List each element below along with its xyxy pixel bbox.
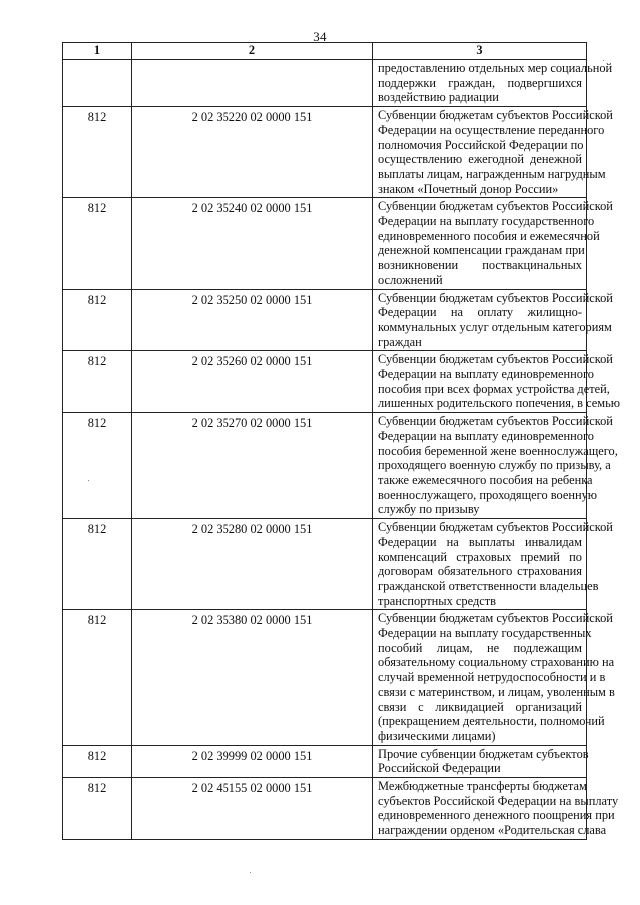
description-line: договорам обязательного страхования [378, 564, 582, 579]
description-line: Субвенции бюджетам субъектов Российской [378, 290, 613, 305]
header-col-2: 2 [132, 43, 373, 60]
description-line: транспортных средств [378, 593, 497, 608]
description-line: Субвенции бюджетам субъектов Российской [378, 520, 613, 535]
description-line: лишенных родительского попечения, в семью [378, 396, 620, 411]
description-line: выплаты лицам, награжденным нагрудным [378, 166, 606, 181]
description-line: Межбюджетные трансферты бюджетам [378, 779, 587, 794]
description-line: Прочие субвенции бюджетам субъектов [378, 746, 589, 761]
description-line: Федерации на осуществление переданного [378, 122, 605, 137]
revenue-description-cell [373, 778, 619, 840]
description-line: пособия при всех формах устройства детей, [378, 381, 610, 396]
revenue-description-cell [373, 610, 615, 745]
budget-classification-code-cell: 2 02 35380 02 0000 151 [132, 610, 373, 745]
description-line: проходящего военную службу по призыву, а [378, 458, 611, 473]
description-line: Субвенции бюджетам субъектов Российской [378, 199, 613, 214]
description-line: коммунальных услуг отдельным категориям [378, 319, 612, 334]
description-line: осуществлению ежегодной денежной [378, 152, 582, 167]
description-line: Федерации на выплату государственного [378, 214, 595, 229]
budget-classification-code-cell [132, 60, 373, 107]
description-line: пособий лицам, не подлежащим [378, 640, 582, 655]
description-line: связи с ликвидацией организаций [378, 699, 582, 714]
budget-classification-code-cell: 2 02 45155 02 0000 151 [132, 778, 373, 840]
description-line: знаком «Почетный донор России» [378, 181, 559, 196]
description-line: Субвенции бюджетам субъектов Российской [378, 414, 613, 429]
admin-code-cell: 812 [63, 778, 132, 840]
description-line: поддержки граждан, подвергшихся [378, 75, 582, 90]
revenue-description-cell [373, 289, 613, 351]
header-col-3: 3 [373, 43, 587, 60]
table-row [63, 745, 587, 777]
admin-code-cell: 812 [63, 413, 132, 519]
scan-speck [603, 60, 604, 61]
budget-code-table [62, 42, 620, 840]
admin-code-cell [63, 60, 132, 107]
description-line: полномочия Российской Федерации по [378, 137, 584, 152]
description-line: денежной компенсации гражданам при [378, 243, 585, 258]
budget-classification-code-cell: 2 02 35220 02 0000 151 [132, 107, 373, 198]
admin-code-cell: 812 [63, 107, 132, 198]
revenue-description-cell [373, 519, 613, 610]
table-row [63, 413, 587, 519]
description-line: единовременного пособия и ежемесячной [378, 228, 600, 243]
admin-code-cell: 812 [63, 610, 132, 745]
description-line: воздействию радиации [378, 90, 499, 105]
admin-code-cell: 812 [63, 351, 132, 413]
table-row [63, 519, 587, 610]
description-line: обязательному социальному страхованию на [378, 655, 615, 670]
description-line: связи с материнством, и лицам, уволенным в [378, 684, 615, 699]
table-row [63, 60, 587, 107]
table-row [63, 610, 587, 745]
description-line: Федерации на выплату единовременного [378, 367, 594, 382]
description-line: предоставлению отдельных мер социальной [378, 61, 613, 75]
description-line: награждении орденом «Родительская слава [378, 823, 607, 838]
description-line: единовременного денежного поощрения при [378, 808, 615, 823]
description-line: Субвенции бюджетам субъектов Российской [378, 611, 613, 626]
budget-classification-code-cell: 2 02 39999 02 0000 151 [132, 745, 373, 777]
budget-classification-code-cell: 2 02 35250 02 0000 151 [132, 289, 373, 351]
table-header-row [63, 43, 587, 60]
budget-classification-code-cell: 2 02 35240 02 0000 151 [132, 198, 373, 289]
description-line: компенсаций страховых премий по [378, 549, 582, 564]
table-row [63, 351, 587, 413]
revenue-description-cell [373, 413, 618, 519]
description-line: гражданской ответственности владельцев [378, 578, 599, 593]
description-line: военнослужащего, проходящего военную [378, 487, 598, 502]
admin-code-cell: 812 [63, 519, 132, 610]
table-body [63, 60, 620, 840]
description-line: Субвенции бюджетам субъектов Российской [378, 352, 613, 367]
admin-code-cell: 812 [63, 198, 132, 289]
description-line: (прекращением деятельности, полномочий [378, 714, 605, 729]
description-line: осложнений [378, 272, 443, 287]
description-line: Федерации на выплату единовременного [378, 428, 594, 443]
table-row [63, 107, 587, 198]
scan-speck [250, 872, 251, 873]
description-line: службу по призыву [378, 502, 480, 517]
revenue-description-cell [373, 107, 613, 198]
description-line: Российской Федерации [378, 761, 501, 776]
table-row [63, 198, 587, 289]
table-row [63, 289, 587, 351]
description-line: Федерации на выплаты инвалидам [378, 534, 582, 549]
description-line: Федерации на оплату жилищно- [378, 305, 582, 320]
revenue-description-cell [373, 745, 587, 777]
revenue-description-cell [373, 198, 613, 289]
table-row [63, 778, 587, 840]
revenue-description-cell [373, 60, 613, 107]
admin-code-cell: 812 [63, 289, 132, 351]
description-line: пособия беременной жене военнослужащего, [378, 443, 618, 458]
description-line: физическими лицами) [378, 728, 496, 743]
revenue-description-cell [373, 351, 620, 413]
description-line: также ежемесячного пособия на ребенка [378, 472, 593, 487]
description-line: субъектов Российской Федерации на выплату [378, 793, 619, 808]
description-line: возникновении поствакцинальных [378, 258, 582, 273]
budget-classification-code-cell: 2 02 35270 02 0000 151 [132, 413, 373, 519]
budget-classification-code-cell: 2 02 35280 02 0000 151 [132, 519, 373, 610]
page-number: 34 [313, 29, 327, 44]
budget-classification-code-cell: 2 02 35260 02 0000 151 [132, 351, 373, 413]
header-col-1: 1 [63, 43, 132, 60]
description-line: Субвенции бюджетам субъектов Российской [378, 108, 613, 123]
scan-speck [88, 480, 89, 481]
description-line: граждан [378, 334, 422, 349]
admin-code-cell: 812 [63, 745, 132, 777]
description-line: случай временной нетрудоспособности и в [378, 670, 606, 685]
description-line: Федерации на выплату государственных [378, 626, 592, 641]
